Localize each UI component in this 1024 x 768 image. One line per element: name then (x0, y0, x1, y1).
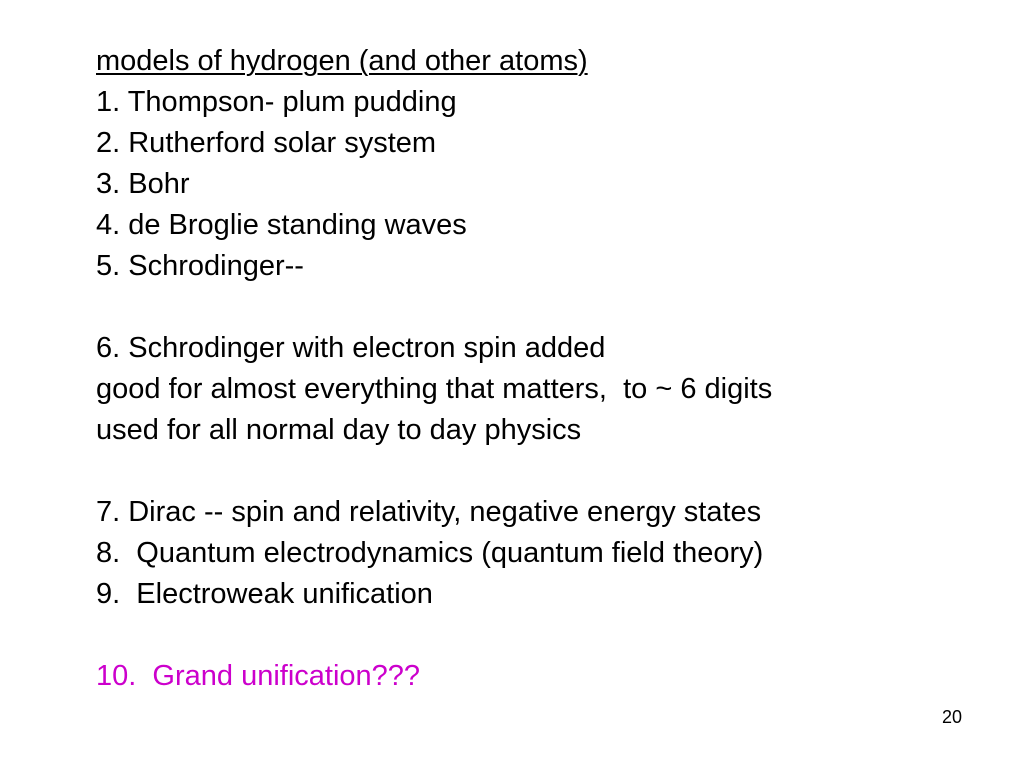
list-item-note: used for all normal day to day physics (96, 414, 582, 446)
list-item: 4. de Broglie standing waves (96, 209, 467, 241)
list-item-note: good for almost everything that matters, to ~ 6 digits (96, 373, 773, 405)
spacer (96, 615, 976, 656)
spacer (96, 287, 976, 328)
list-item: 8. Quantum electrodynamics (quantum field theory) (96, 537, 764, 569)
list-item: 1. Thompson- plum pudding (96, 86, 457, 118)
highlighted-list-item: 10. Grand unification??? (96, 660, 421, 692)
slide-content (96, 41, 976, 697)
page-number: 20 (941, 707, 962, 727)
list-item: 9. Electroweak unification (96, 578, 433, 610)
spacer (96, 451, 976, 492)
list-item: 7. Dirac -- spin and relativity, negative energy states (96, 496, 762, 528)
list-item: 2. Rutherford solar system (96, 127, 437, 159)
list-item: 5. Schrodinger-- (96, 250, 304, 282)
slide-title: models of hydrogen (and other atoms) (96, 45, 588, 77)
list-item: 6. Schrodinger with electron spin added (96, 332, 606, 364)
list-item: 3. Bohr (96, 168, 190, 200)
